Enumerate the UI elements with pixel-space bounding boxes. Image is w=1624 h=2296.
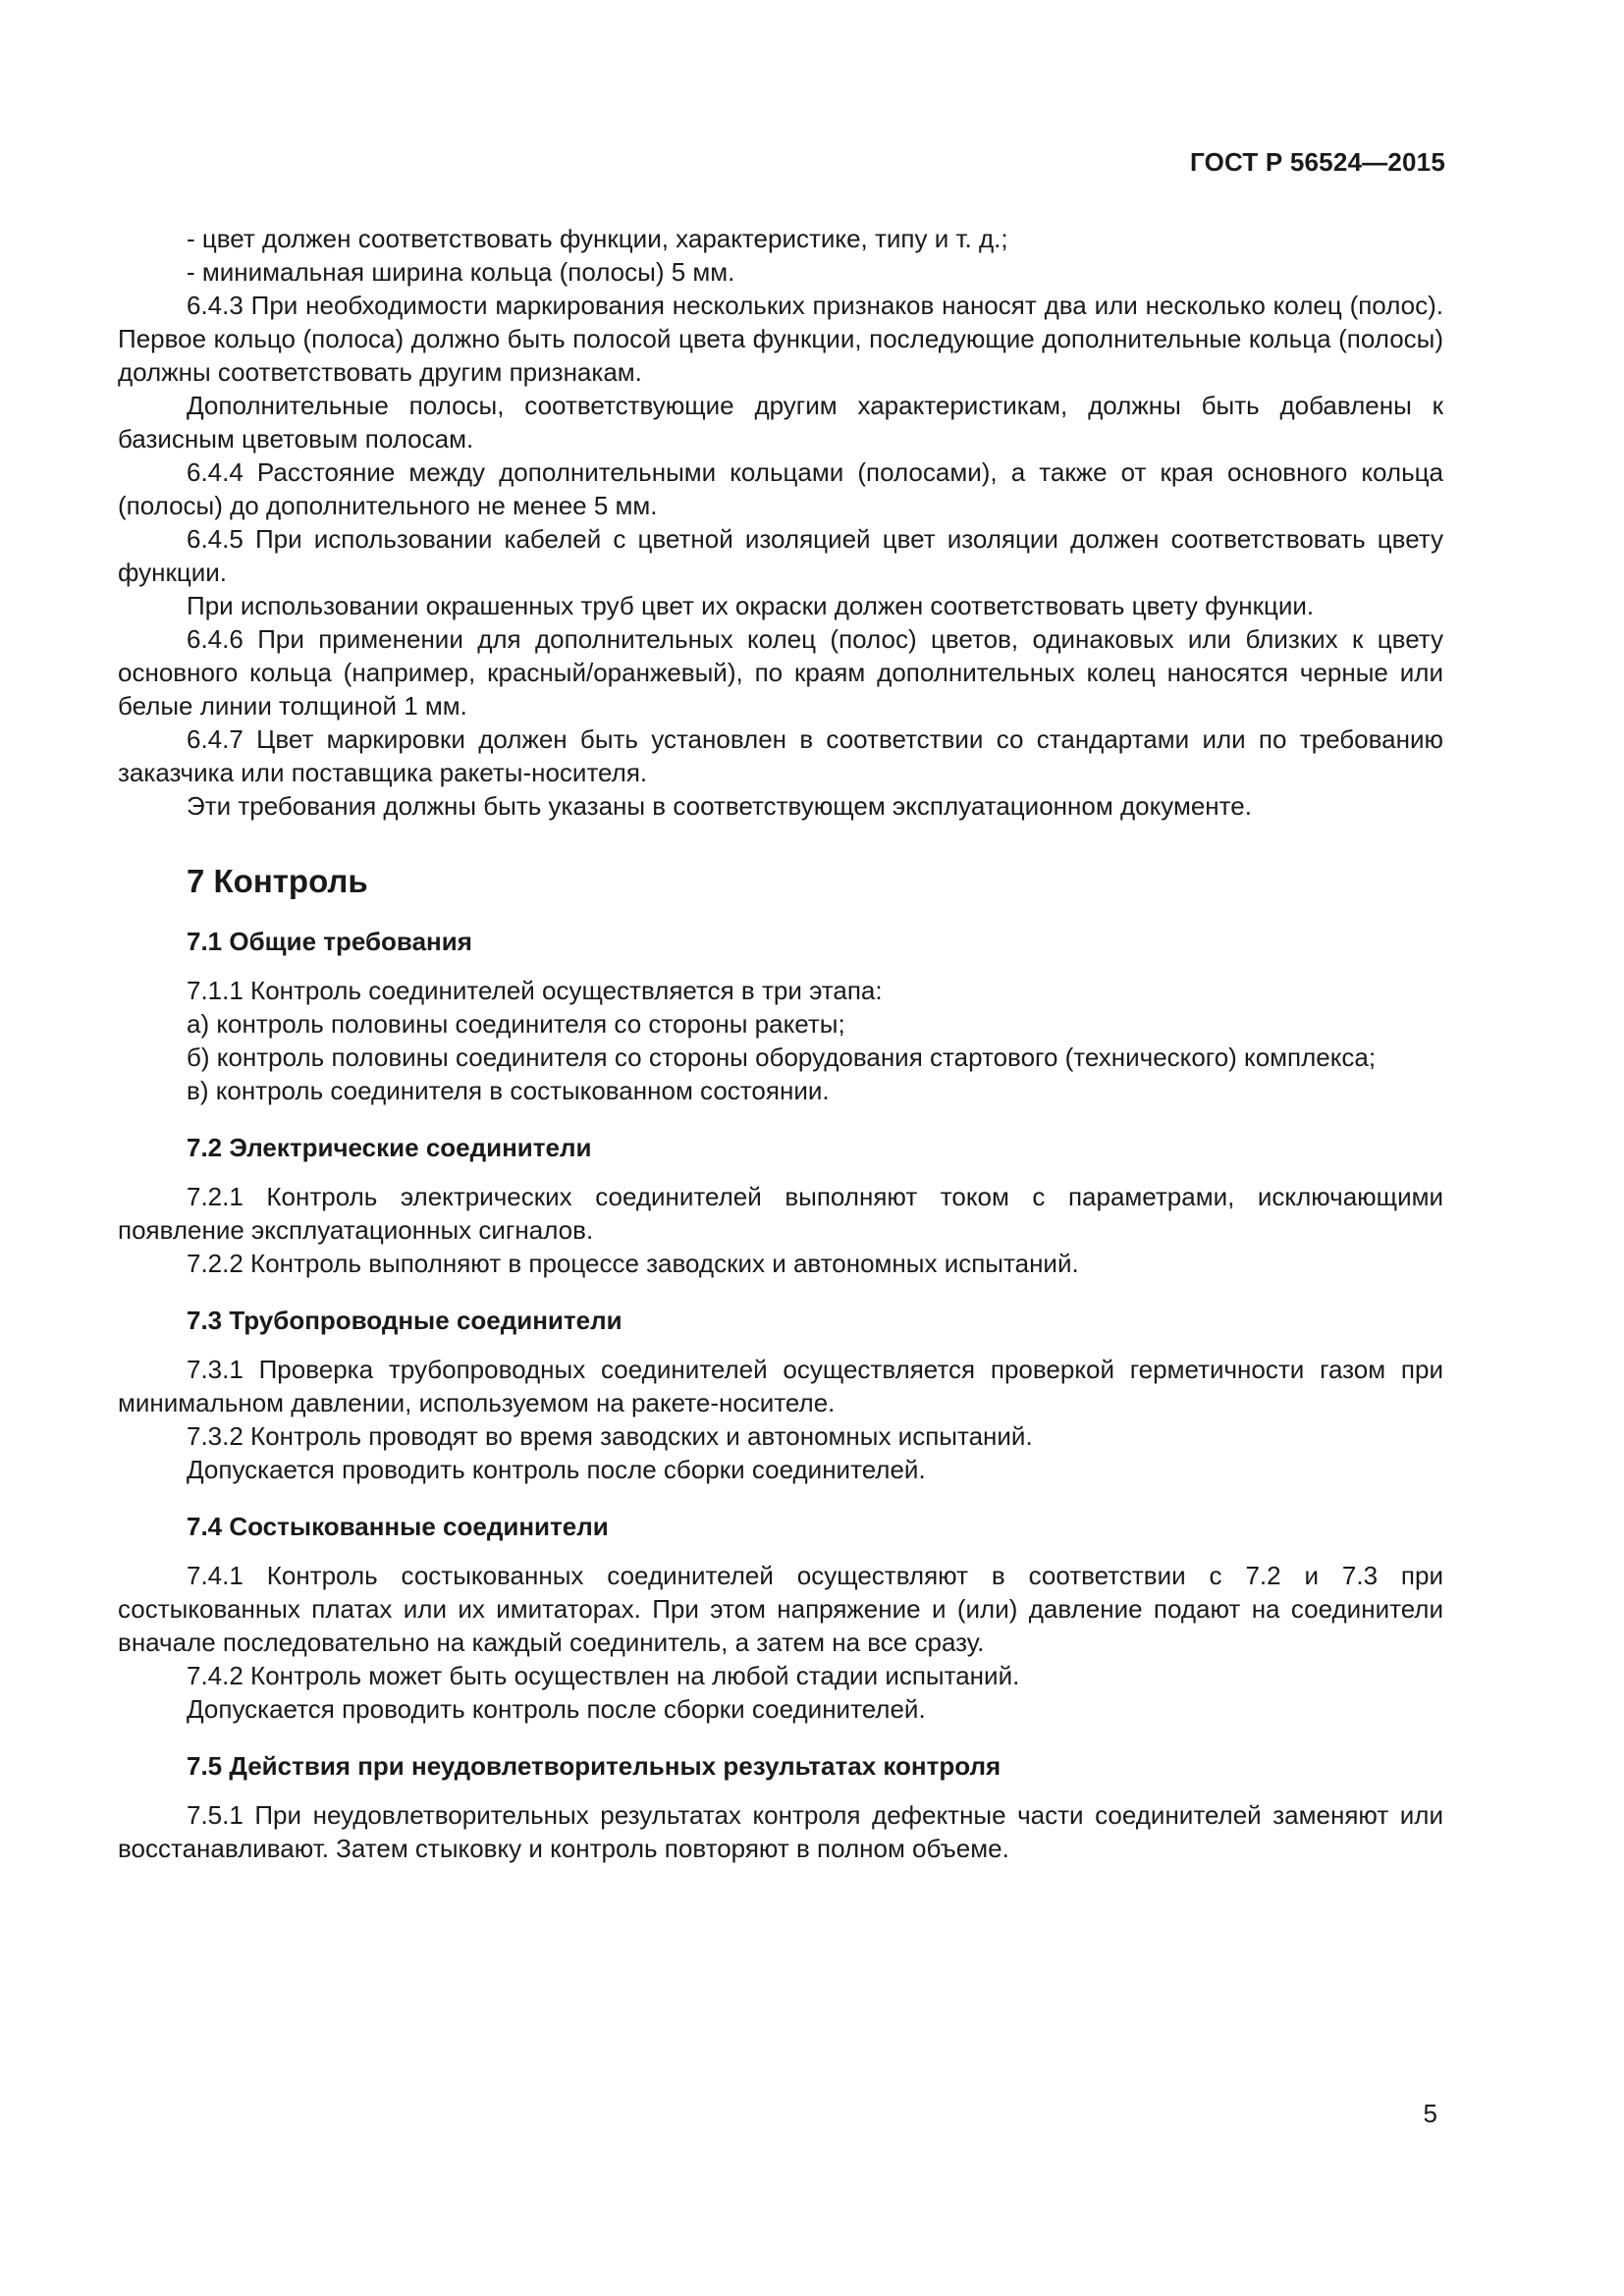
subsection-title: 7.3 Трубопроводные соединители (187, 1306, 623, 1335)
paragraph: 7.2.1 Контроль электрических соединителей выполняют током с параметрами, исключающими появление эксплуатационных сигналов. (118, 1182, 1443, 1245)
paragraph: Дополнительные полосы, соответствующие другим характеристикам, должны быть добавлены к базисным цветовым полосам. (118, 391, 1443, 454)
paragraph: 6.4.6 При применении для дополнительных колец (полос) цветов, одинаковых или близких к цвету основного кольца (например, красный/оранжевый), по краям дополнительных колец наносятся черные или белые линии толщиной 1 мм. (118, 624, 1443, 721)
document-code: ГОСТ Р 56524—2015 (1190, 147, 1445, 177)
paragraph: - цвет должен соответствовать функции, характеристике, типу и т. д.; (187, 224, 1008, 253)
paragraph: 6.4.4 Расстояние между дополнительными кольцами (полосами), а также от края основного кольца (полосы) до дополнительного не менее 5 мм. (118, 457, 1443, 520)
subsection-title: 7.2 Электрические соединители (187, 1133, 592, 1162)
paragraph: 7.3.1 Проверка трубопроводных соединителей осуществляется проверкой герметичности газом при минимальном давлении, используемом на ракете-носителе. (118, 1355, 1443, 1417)
paragraph: Допускается проводить контроль после сборки соединителей. (187, 1694, 926, 1724)
paragraph: в) контроль соединителя в состыкованном состоянии. (187, 1076, 830, 1105)
paragraph: б) контроль половины соединителя со стороны оборудования стартового (технического) комплекса; (187, 1042, 1377, 1072)
paragraph: 7.4.2 Контроль может быть осуществлен на любой стадии испытаний. (187, 1661, 1020, 1690)
paragraph: 6.4.3 При необходимости маркирования нескольких признаков наносят два или несколько колец (полос). Первое кольцо (полоса) должно быть полосой цвета функции, последующие дополнительные кольца (полосы) должны соответствовать другим признакам. (118, 291, 1443, 387)
paragraph: 6.4.5 При использовании кабелей с цветной изоляцией цвет изоляции должен соответствовать цвету функции. (118, 524, 1443, 587)
paragraph: 7.3.2 Контроль проводят во время заводских и автономных испытаний. (187, 1421, 1033, 1451)
subsection-title: 7.1 Общие требования (187, 927, 472, 956)
paragraph: 7.2.2 Контроль выполняют в процессе заводских и автономных испытаний. (187, 1249, 1079, 1278)
paragraph: - минимальная ширина кольца (полосы) 5 мм. (187, 257, 735, 287)
paragraph: Эти требования должны быть указаны в соответствующем эксплуатационном документе. (187, 791, 1252, 821)
page-number: 5 (1423, 2099, 1437, 2128)
subsection-title: 7.5 Действия при неудовлетворительных результатах контроля (187, 1751, 1001, 1781)
paragraph: При использовании окрашенных труб цвет их окраски должен соответствовать цвету функции. (187, 591, 1315, 620)
section-title: 7 Контроль (187, 863, 368, 899)
paragraph: 7.4.1 Контроль состыкованных соединителей осуществляют в соответствии с 7.2 и 7.3 при состыкованных платах или их имитаторах. При этом напряжение и (или) давление подают на соединители вначале последовательно на каждый соединитель, а затем на все сразу. (118, 1561, 1443, 1657)
paragraph: 7.5.1 При неудовлетворительных результатах контроля дефектные части соединителей заменяют или восстанавливают. Затем стыковку и контроль повторяют в полном объеме. (118, 1800, 1443, 1863)
paragraph: а) контроль половины соединителя со стороны ракеты; (187, 1009, 845, 1039)
paragraph: 7.1.1 Контроль соединителей осуществляется в три этапа: (187, 976, 883, 1005)
subsection-title: 7.4 Состыкованные соединители (187, 1512, 609, 1541)
paragraph: Допускается проводить контроль после сборки соединителей. (187, 1455, 926, 1484)
paragraph: 6.4.7 Цвет маркировки должен быть установлен в соответствии со стандартами или по требованию заказчика или поставщика ракеты-носителя. (118, 724, 1443, 787)
page-content (118, 222, 1443, 1865)
